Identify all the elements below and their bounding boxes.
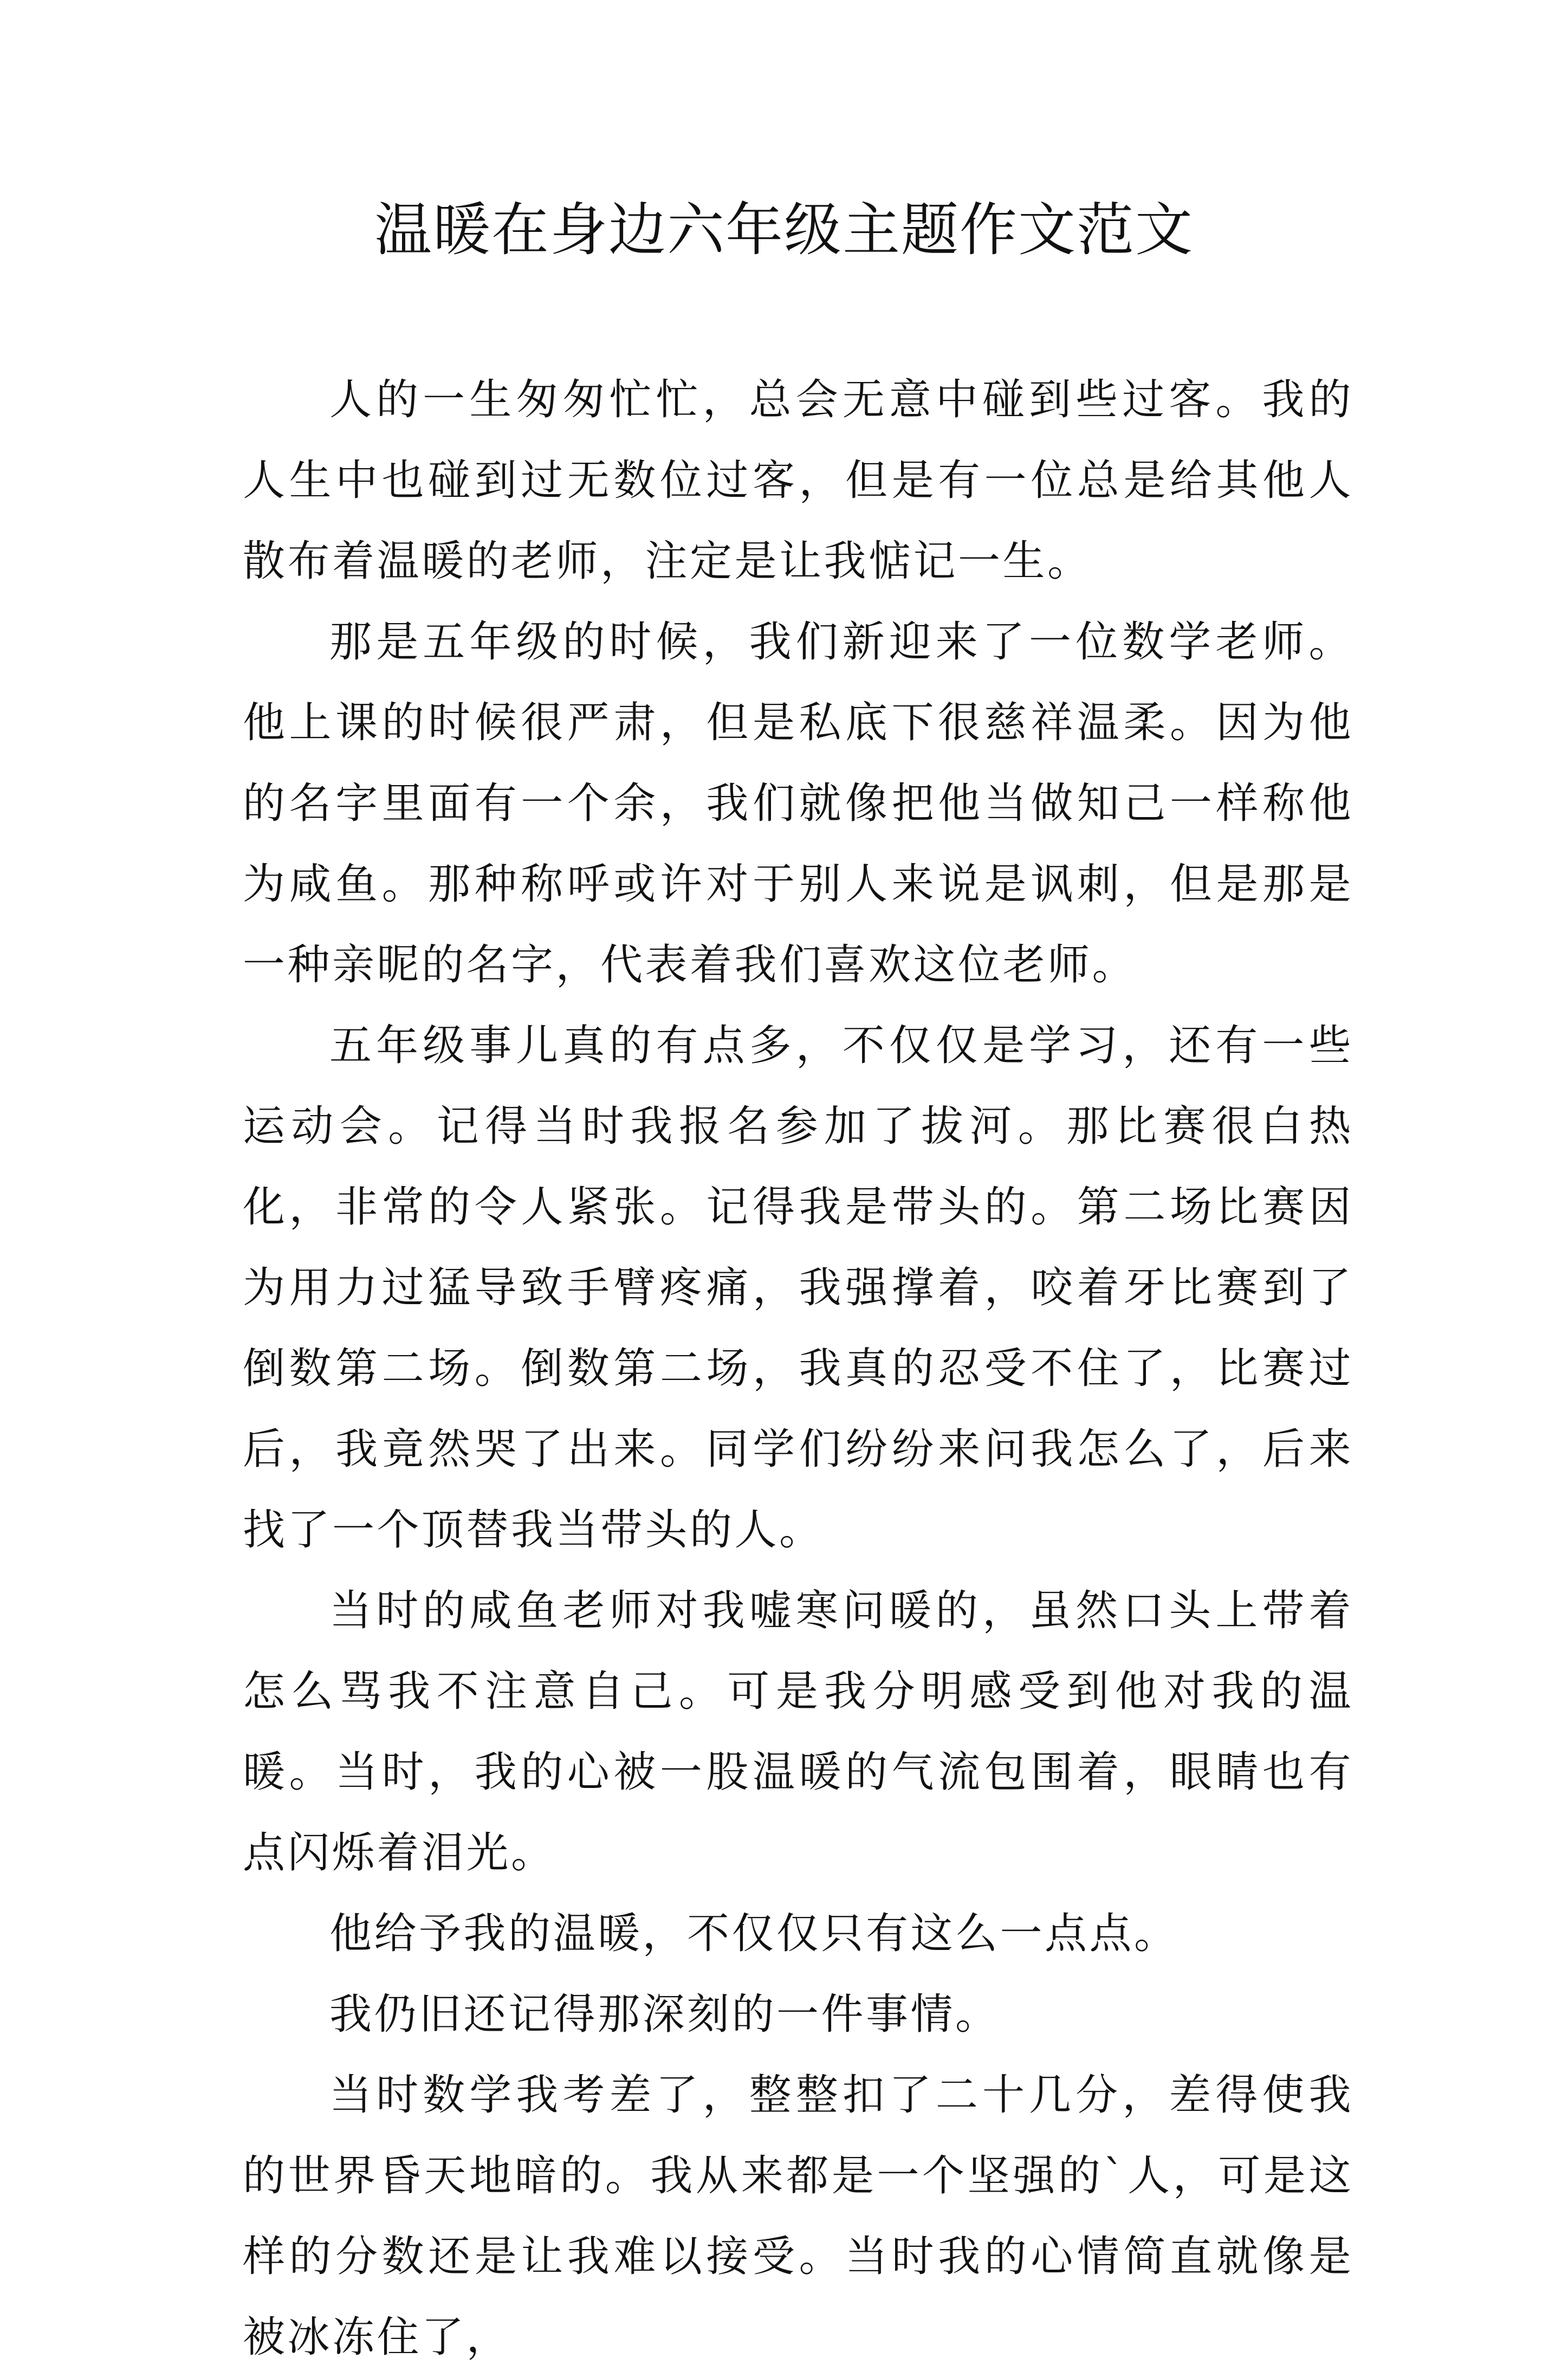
document-title: 温暖在身边六年级主题作文范文 [374,197,1194,263]
document-body [243,360,1353,2378]
paragraph: 当时的咸鱼老师对我嘘寒问暖的，虽然口头上带着怎么骂我不注意自己。可是我分明感受到他对我的温暖。当时，我的心被一股温暖的气流包围着，眼睛也有点闪烁着泪光。 [243,1586,1353,1877]
paragraph: 人的一生匆匆忙忙，总会无意中碰到些过客。我的人生中也碰到过无数位过客，但是有一位总是给其他人散布着温暖的老师，注定是让我惦记一生。 [243,375,1353,586]
paragraph: 五年级事儿真的有点多，不仅仅是学习，还有一些运动会。记得当时我报名参加了拔河。那比赛很白热化，非常的令人紧张。记得我是带头的。第二场比赛因为用力过猛导致手臂疼痛，我强撑着，咬着牙比赛到了倒数第二场。倒数第二场，我真的忍受不住了，比赛过后，我竟然哭了出来。同学们纷纷来问我怎么了，后来找了一个顶替我当带头的人。 [243,1021,1353,1554]
paragraph: 他给予我的温暖，不仅仅只有这么一点点。 [329,1909,1179,1958]
paragraph: 那是五年级的时候，我们新迎来了一位数学老师。他上课的时候很严肃，但是私底下很慈祥温柔。因为他的名字里面有一个余，我们就像把他当做知己一样称他为咸鱼。那种称呼或许对于别人来说是讽刺，但是那是一种亲昵的名字，代表着我们喜欢这位老师。 [243,618,1353,989]
paragraph: 我仍旧还记得那深刻的一件事情。 [329,1990,1000,2039]
paragraph: 当时数学我考差了，整整扣了二十几分，差得使我的世界昏天地暗的。我从来都是一个坚强的`人，可是这样的分数还是让我难以接受。当时我的心情简直就像是被冰冻住了， [243,2071,1353,2362]
